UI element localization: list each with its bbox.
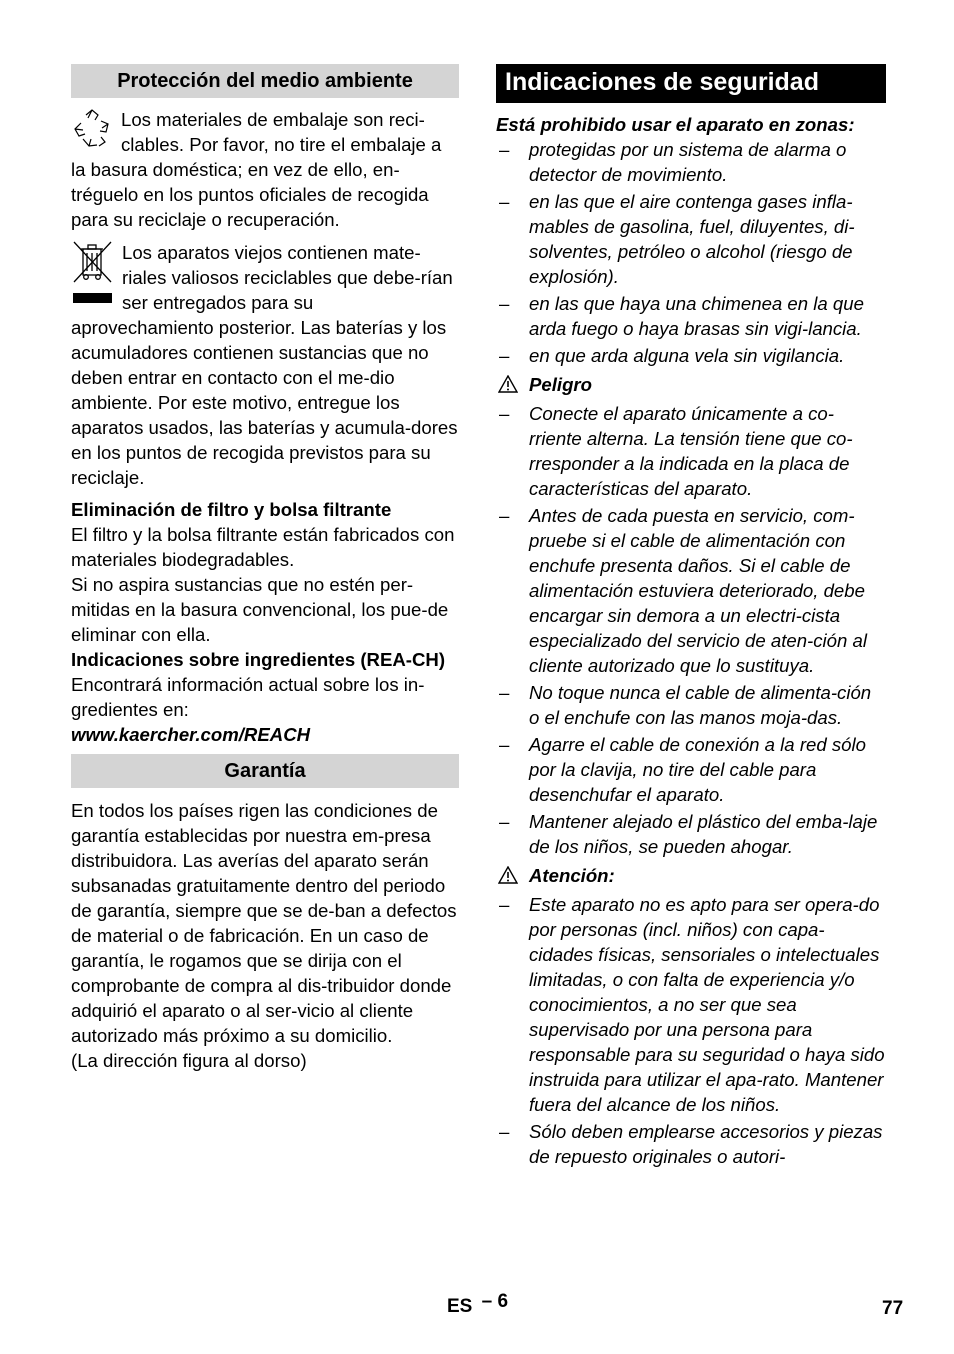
- dash-marker: –: [499, 403, 510, 424]
- dash-marker: –: [499, 682, 510, 703]
- list-item: – Mantener alejado el plástico del emba-laje de los niños, se pueden ahogar.: [499, 811, 878, 857]
- footer-section-number: – 6: [481, 1291, 509, 1312]
- filter-heading: Eliminación de filtro y bolsa filtrante: [71, 499, 392, 520]
- danger-label: Peligro: [529, 374, 593, 395]
- dash-marker: –: [499, 293, 510, 314]
- recycle-icon: [71, 109, 113, 154]
- dash-marker: –: [499, 894, 510, 915]
- list-item: – Conecte el aparato únicamente a co-rriente alterna. La tensión tiene que co-rresponder a la indicada en la placa de características del aparato.: [499, 403, 853, 499]
- dash-marker: –: [499, 1121, 510, 1142]
- dash-marker: –: [499, 505, 510, 526]
- dash-marker: –: [499, 191, 510, 212]
- crossed-bin-icon: [71, 240, 114, 309]
- env-devices-text: Los aparatos viejos contienen mate-riales valiosos reciclables que debe-rían ser entregados para su aprovechamiento posterior. Las baterías y los acumuladores contienen sustancias que no deben entrar en contacto con el me-dio ambiente. Por este motivo, entregue los aparatos usados, las baterías y acumula-dores en los puntos de recogida previstos para su reciclaje.: [71, 242, 458, 488]
- list-item: – en que arda alguna vela sin vigilancia.: [499, 345, 845, 366]
- dash-marker: –: [499, 139, 510, 160]
- env-section-title: Protección del medio ambiente: [71, 64, 459, 98]
- page-number: 77: [882, 1298, 904, 1319]
- env-packaging-text: Los materiales de embalaje son reci-clables. Por favor, no tire el embalaje a la basura doméstica; en vez de ello, en-tréguelo en los puntos oficiales de recogida para su reciclaje o recuperación.: [71, 109, 442, 230]
- list-item: – No toque nunca el cable de alimenta-ción o el enchufe con las manos moja-das.: [499, 682, 872, 728]
- filter-paragraph-2: Si no aspira sustancias que no estén per-mitidas en la basura convencional, los pue-de eliminar con ella.: [71, 574, 449, 645]
- zones-list: [496, 137, 886, 368]
- safety-title: Indicaciones de seguridad: [496, 64, 886, 103]
- env-packaging-paragraph: [71, 107, 459, 232]
- filter-paragraph-1: El filtro y la bolsa filtrante están fabricados con materiales biodegradables.: [71, 524, 455, 570]
- dash-marker: –: [499, 811, 510, 832]
- reach-paragraph: Encontrará información actual sobre los in-gredientes en:: [71, 674, 425, 720]
- list-item: – protegidas por un sistema de alarma o detector de movimiento.: [499, 139, 847, 185]
- list-item: – Agarre el cable de conexión a la red sólo por la clavija, no tire del cable para desenchufar el aparato.: [499, 734, 866, 805]
- warranty-paragraph: En todos los países rigen las condiciones de garantía establecidas por nuestra em-presa distribuidora. Las averías del aparato serán subsanadas gratuitamente dentro del periodo de garantía, siempre que se de-ban a defectos de material o de fabricación. En un caso de garantía, le rogamos que se dirija con el comprobante de compra al dis-tribuidor donde adquirió el aparato o al ser-vicio al cliente autorizado más próximo a su domicilio.: [71, 800, 457, 1046]
- dash-marker: –: [499, 345, 510, 366]
- footer-language: ES – 6: [447, 1291, 509, 1317]
- danger-list: [496, 401, 886, 859]
- list-item: – Sólo deben emplearse accesorios y piezas de repuesto originales o autori-: [499, 1121, 883, 1167]
- attention-list: [496, 892, 886, 1169]
- env-devices-paragraph: [71, 240, 459, 490]
- attention-heading: [496, 863, 886, 888]
- list-item: – Antes de cada puesta en servicio, com-pruebe si el cable de alimentación con enchufe presenta daños. Si el cable de alimentación estuviera deteriorado, debe encargar sin demora a un electri-cista especializado del servicio de aten-ción al cliente autorizado que lo sustituya.: [499, 505, 867, 676]
- left-column: [71, 64, 459, 1073]
- warning-triangle-icon: [498, 866, 518, 884]
- dash-marker: –: [499, 734, 510, 755]
- list-item: – Este aparato no es apto para ser opera-do por personas (incl. niños) con capa-cidades físicas, sensoriales o intelectuales limitadas, o con falta de experiencia y/o conocimientos, a no ser que sea supervisado por una persona para responsable para su seguridad o haya sido instruida para utilizar el apa-rato. Mantener fuera del alcance de los niños.: [499, 894, 885, 1115]
- list-item: – en las que haya una chimenea en la que arda fuego o haya brasas sin vigi-lancia.: [499, 293, 864, 339]
- reach-heading: Indicaciones sobre ingredientes (REA-CH): [71, 649, 446, 670]
- warning-triangle-icon: [498, 375, 518, 393]
- attention-label: Atención:: [529, 865, 615, 886]
- right-column: [496, 64, 886, 1171]
- reach-url-link[interactable]: www.kaercher.com/REACH: [71, 724, 311, 745]
- list-item: – en las que el aire contenga gases infla-mables de gasolina, fuel, diluyentes, di-solventes, petróleo o alcohol (riesgo de explosión).: [499, 191, 855, 287]
- warranty-note: (La dirección figura al dorso): [71, 1050, 307, 1071]
- warranty-section-title: Garantía: [71, 754, 459, 788]
- zones-heading: Está prohibido usar el aparato en zonas:: [496, 114, 855, 135]
- danger-heading: [496, 372, 886, 397]
